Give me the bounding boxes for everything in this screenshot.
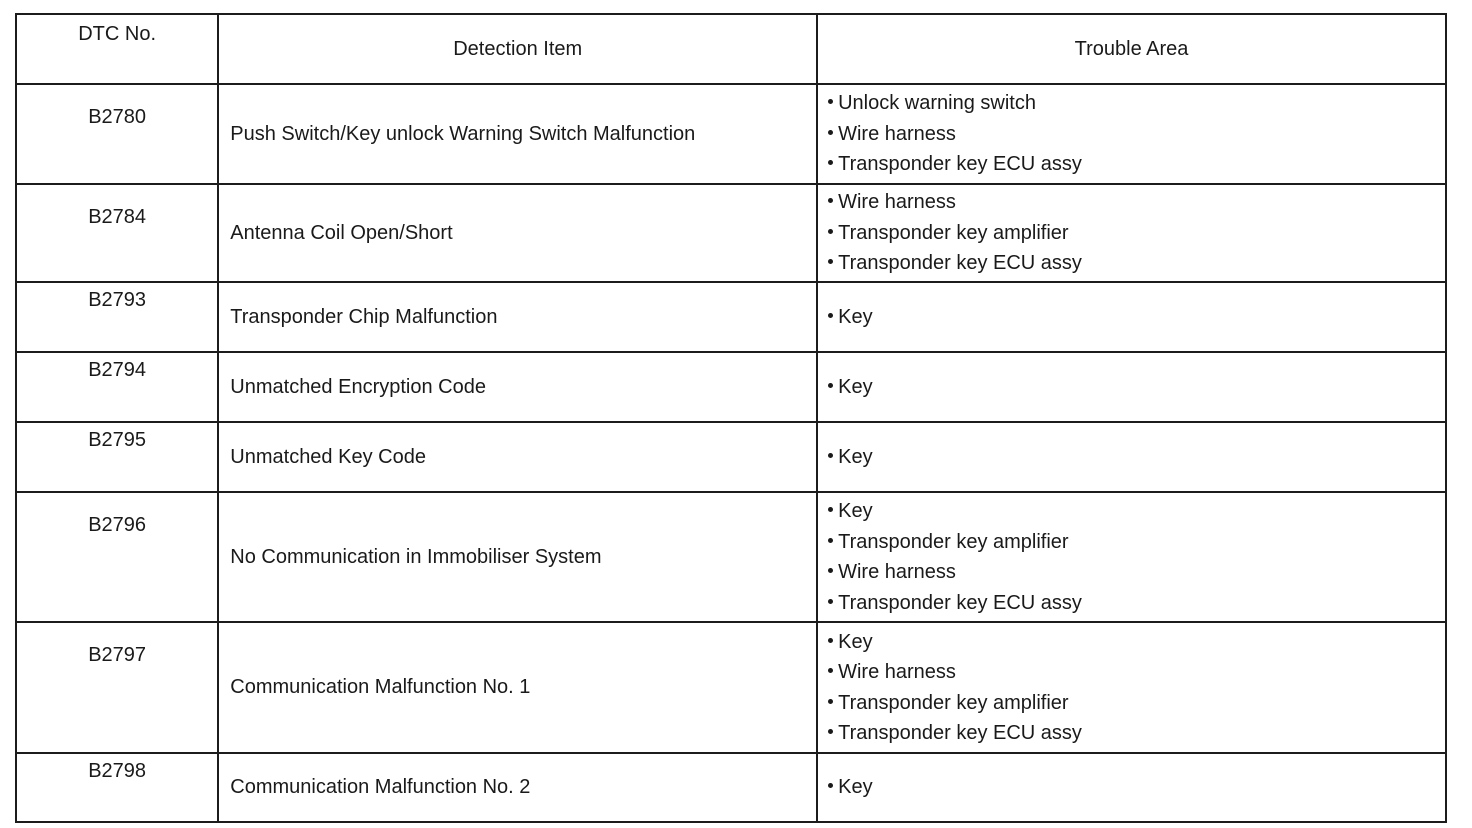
trouble-area <box>817 622 1446 753</box>
table-row <box>16 184 1446 282</box>
trouble-area-list <box>828 442 1445 473</box>
trouble-area <box>817 492 1446 622</box>
trouble-area-text: Transponder key amplifier <box>838 221 1069 244</box>
table-row <box>16 422 1446 492</box>
trouble-area-text: Transponder key amplifier <box>838 691 1069 714</box>
dtc-code: B2784 <box>16 184 218 282</box>
trouble-area-list <box>828 496 1445 618</box>
dtc-code: B2797 <box>16 622 218 753</box>
table-row <box>16 492 1446 622</box>
trouble-area <box>817 84 1446 184</box>
bullet-icon <box>828 599 833 604</box>
table-row <box>16 84 1446 184</box>
trouble-area-item <box>828 149 1445 180</box>
trouble-area-item <box>828 688 1445 719</box>
trouble-area-item <box>828 372 1445 403</box>
trouble-area-text: Wire harness <box>838 191 956 214</box>
trouble-area-list <box>828 627 1445 749</box>
bullet-icon <box>828 259 833 264</box>
trouble-area-list <box>828 302 1445 333</box>
trouble-area-text: Unlock warning switch <box>838 92 1036 115</box>
trouble-area-item <box>828 218 1445 249</box>
trouble-area-text: Transponder key ECU assy <box>838 591 1082 614</box>
trouble-area <box>817 184 1446 282</box>
dtc-code: B2780 <box>16 84 218 184</box>
detection-item: Unmatched Key Code <box>218 422 817 492</box>
table-row <box>16 352 1446 422</box>
header-trouble-area: Trouble Area <box>817 14 1446 84</box>
bullet-icon <box>828 198 833 203</box>
trouble-area-list <box>828 187 1445 279</box>
bullet-icon <box>828 729 833 734</box>
bullet-icon <box>828 699 833 704</box>
table-row <box>16 282 1446 352</box>
bullet-icon <box>828 313 833 318</box>
trouble-area-text: Transponder key amplifier <box>838 530 1069 553</box>
trouble-area-item <box>828 496 1445 527</box>
trouble-area-text: Transponder key ECU assy <box>838 722 1082 744</box>
bullet-icon <box>828 507 833 512</box>
detection-item: Unmatched Encryption Code <box>218 352 817 422</box>
table-body <box>16 84 1446 822</box>
bullet-icon <box>828 568 833 573</box>
detection-item: Antenna Coil Open/Short <box>218 184 817 282</box>
detection-item: Communication Malfunction No. 1 <box>218 622 817 753</box>
trouble-area <box>817 352 1446 422</box>
trouble-area-item <box>828 588 1445 619</box>
detection-item: Communication Malfunction No. 2 <box>218 753 817 822</box>
trouble-area-text: Key <box>838 776 873 799</box>
dtc-code: B2793 <box>16 282 218 352</box>
header-detection-item: Detection Item <box>218 14 817 84</box>
bullet-icon <box>828 668 833 673</box>
dtc-table <box>15 13 1447 823</box>
trouble-area-list <box>828 772 1445 803</box>
dtc-code: B2796 <box>16 492 218 622</box>
bullet-icon <box>828 383 833 388</box>
trouble-area-item <box>828 718 1445 749</box>
dtc-code: B2795 <box>16 422 218 492</box>
trouble-area-item <box>828 248 1445 279</box>
trouble-area-list <box>828 88 1445 180</box>
trouble-area-text: Wire harness <box>838 661 956 683</box>
trouble-area-item <box>828 657 1445 688</box>
trouble-area-text: Key <box>838 500 873 522</box>
table-row <box>16 622 1446 753</box>
trouble-area-item <box>828 627 1445 658</box>
trouble-area <box>817 422 1446 492</box>
bullet-icon <box>828 130 833 135</box>
detection-item: No Communication in Immobiliser System <box>218 492 817 622</box>
trouble-area-text: Key <box>838 630 873 653</box>
trouble-area-item <box>828 302 1445 333</box>
header-row <box>16 14 1446 84</box>
detection-item: Push Switch/Key unlock Warning Switch Malfunction <box>218 84 817 184</box>
bullet-icon <box>828 453 833 458</box>
trouble-area-item <box>828 772 1445 803</box>
trouble-area-text: Wire harness <box>838 122 956 145</box>
detection-item: Transponder Chip Malfunction <box>218 282 817 352</box>
trouble-area-item <box>828 119 1445 150</box>
trouble-area-item <box>828 88 1445 119</box>
trouble-area-text: Transponder key ECU assy <box>838 153 1082 176</box>
bullet-icon <box>828 99 833 104</box>
dtc-code: B2794 <box>16 352 218 422</box>
bullet-icon <box>828 160 833 165</box>
header-dtc-no: DTC No. <box>16 14 218 84</box>
trouble-area-text: Transponder key ECU assy <box>838 252 1082 275</box>
table-row <box>16 753 1446 822</box>
bullet-icon <box>828 783 833 788</box>
bullet-icon <box>828 538 833 543</box>
trouble-area-item <box>828 557 1445 588</box>
trouble-area-text: Key <box>838 375 873 398</box>
trouble-area <box>817 753 1446 822</box>
trouble-area-item <box>828 187 1445 218</box>
trouble-area-text: Key <box>838 445 873 468</box>
trouble-area-list <box>828 372 1445 403</box>
bullet-icon <box>828 638 833 643</box>
bullet-icon <box>828 229 833 234</box>
trouble-area-text: Wire harness <box>838 561 956 583</box>
trouble-area-item <box>828 527 1445 558</box>
trouble-area-text: Key <box>838 305 873 328</box>
trouble-area-item <box>828 442 1445 473</box>
dtc-code: B2798 <box>16 753 218 822</box>
trouble-area <box>817 282 1446 352</box>
